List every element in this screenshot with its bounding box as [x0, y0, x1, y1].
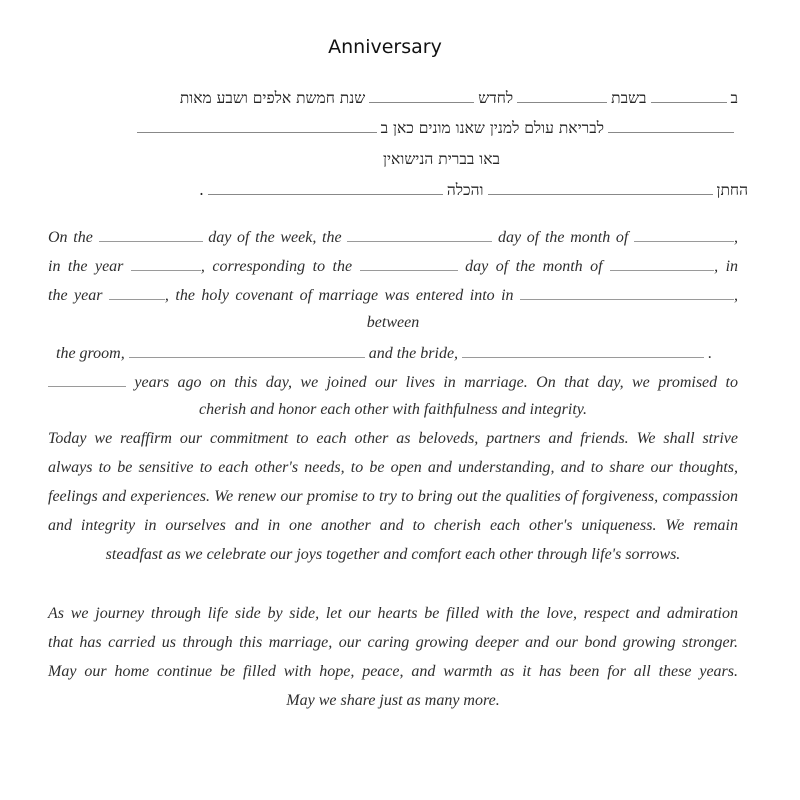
- groom-name-blank-hebrew[interactable]: [488, 180, 713, 195]
- hebrew-text: .: [198, 181, 204, 199]
- hebrew-text: לבריאת עולם למנין שאנו מונים כאן ב: [380, 119, 604, 137]
- day-of-month-blank[interactable]: [347, 227, 492, 242]
- english-line-2: [48, 256, 738, 276]
- text-segment: .: [708, 345, 713, 362]
- english-line-3: [48, 285, 738, 305]
- hebrew-line-2: [133, 118, 738, 138]
- bride-name-blank-hebrew[interactable]: [208, 180, 443, 195]
- paragraph-1-line-1: [48, 372, 738, 392]
- hebrew-year-blank[interactable]: [131, 256, 201, 271]
- english-line-1: [48, 227, 738, 247]
- date-month-blank[interactable]: [369, 88, 474, 103]
- hebrew-text: והכלה: [446, 181, 484, 199]
- date-weekday-blank[interactable]: [517, 88, 607, 103]
- hebrew-month-blank[interactable]: [634, 227, 734, 242]
- day-of-week-blank[interactable]: [99, 227, 203, 242]
- english-line-5: [56, 343, 746, 363]
- document-title: Anniversary: [328, 36, 442, 58]
- paragraph-2-line-4: and integrity in ourselves and in one another and to cherish each other's uniqueness. We remain: [48, 517, 738, 534]
- text-segment: , corresponding to the: [200, 258, 353, 275]
- location-blank[interactable]: [137, 118, 377, 133]
- groom-name-blank[interactable]: [129, 343, 365, 358]
- paragraph-3-line-3: May our home continue be filled with hope, peace, and warmth as it has been for all these years.: [48, 663, 738, 680]
- hebrew-line-3: [383, 150, 500, 169]
- text-segment: ,: [734, 229, 739, 246]
- text-segment: day of the week, the: [208, 229, 342, 246]
- hebrew-text: באו בברית הנישואין: [383, 150, 500, 168]
- paragraph-3-line-1: As we journey through life side by side, let our hearts be filled with the love, respect and admiration: [48, 605, 738, 622]
- hebrew-text: שנת חמשת אלפים ושבע מאות: [179, 89, 366, 107]
- paragraph-2-line-5: steadfast as we celebrate our joys together and comfort each other through life's sorrows.: [105, 546, 681, 563]
- hebrew-line-1: [180, 88, 738, 108]
- hebrew-text: בשבת: [611, 89, 647, 107]
- text-segment: years ago on this day, we joined our lives in marriage. On that day, we promised to: [134, 374, 738, 391]
- paragraph-1-line-2: cherish and honor each other with faithfulness and integrity.: [199, 401, 587, 418]
- text-segment: day of the month of: [465, 258, 603, 275]
- hebrew-line-4: [199, 180, 748, 200]
- bride-name-blank[interactable]: [462, 343, 704, 358]
- secular-year-blank[interactable]: [109, 285, 165, 300]
- hebrew-text: החתן: [716, 181, 748, 199]
- paragraph-2-line-2: always to be sensitive to each other's needs, to be open and understanding, and to share our thoughts,: [48, 459, 738, 476]
- text-segment: ,: [734, 287, 739, 304]
- text-segment: day of the month of: [498, 229, 629, 246]
- paragraph-3-line-4: May we share just as many more.: [286, 692, 500, 709]
- paragraph-2-line-1: Today we reaffirm our commitment to each other as beloveds, partners and friends. We shall strive: [48, 430, 738, 447]
- text-segment: the year: [48, 287, 103, 304]
- year-blank[interactable]: [608, 118, 734, 133]
- text-segment: the groom,: [56, 345, 125, 362]
- english-line-4: between: [366, 314, 420, 331]
- text-segment: , in: [714, 258, 739, 275]
- hebrew-text: לחדש: [478, 89, 514, 107]
- secular-month-blank[interactable]: [610, 256, 714, 271]
- paragraph-3-line-2: that has carried us through this marriage, our caring growing deeper and our bond growing stronger.: [48, 634, 738, 651]
- place-blank[interactable]: [520, 285, 734, 300]
- text-segment: , the holy covenant of marriage was entered into in: [164, 287, 514, 304]
- secular-day-blank[interactable]: [360, 256, 458, 271]
- years-count-blank[interactable]: [48, 372, 126, 387]
- text-segment: in the year: [48, 258, 124, 275]
- text-segment: and the bride,: [368, 345, 459, 362]
- date-day-blank[interactable]: [651, 88, 727, 103]
- paragraph-2-line-3: feelings and experiences. We renew our promise to try to bring out the qualities of forgiveness, compassion: [48, 488, 738, 505]
- text-segment: On the: [48, 229, 93, 246]
- hebrew-text: ב: [730, 89, 738, 107]
